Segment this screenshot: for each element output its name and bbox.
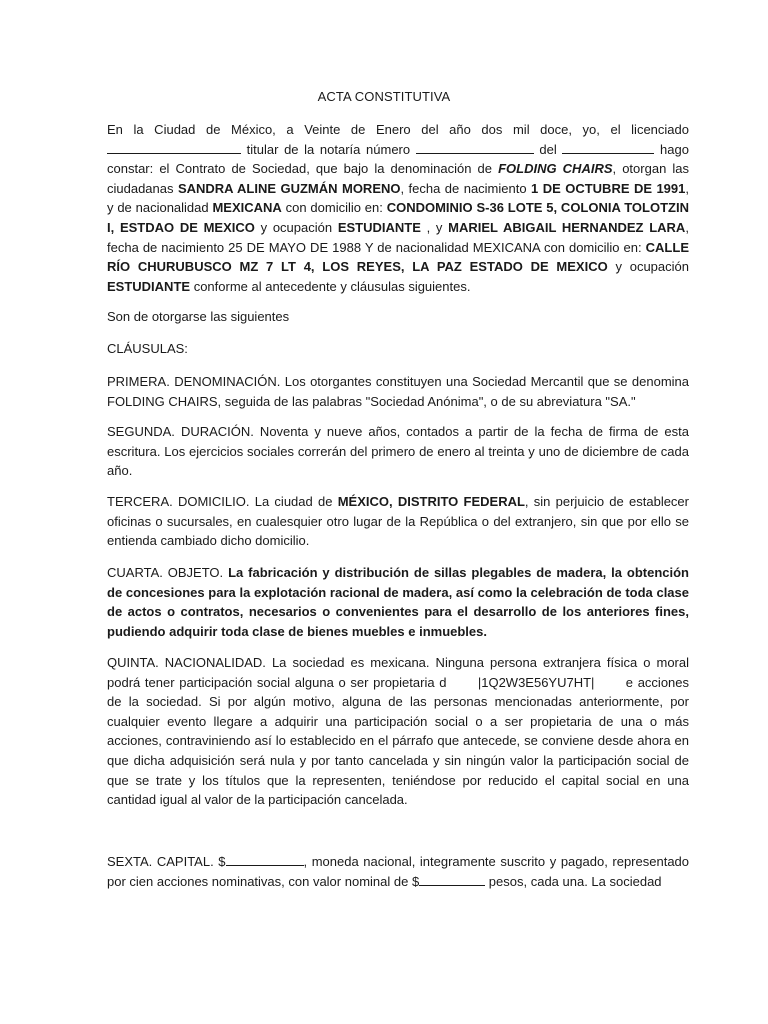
- intro-text-2: titular de la notaría número: [246, 141, 411, 157]
- clause-segunda: SEGUNDA. DURACIÓN. Noventa y nueve años, contados a partir de la fecha de firma de esta escritura. Los ejercicios sociales correrán del primero de enero al treinta y uno de diciembre de cada año.: [107, 424, 689, 479]
- intro-text-3: del: [539, 141, 557, 157]
- person2-address: CALLE RÍO CHURUBUSCO MZ 7 LT 4, LOS REYES, LA PAZ ESTADO DE MEXICO: [107, 239, 689, 275]
- clause-primera: PRIMERA. DENOMINACIÓN. Los otorgantes constituyen una Sociedad Mercantil que se denomina FOLDING CHAIRS, seguida de las palabras "Sociedad Anónima", o de su abreviatura "SA.": [107, 374, 689, 409]
- company-name: FOLDING CHAIRS: [498, 161, 613, 177]
- person1-nationality: MEXICANA: [212, 200, 282, 216]
- document-title: ACTA CONSTITUTIVA: [317, 89, 451, 104]
- person1-dob: 1 DE OCTUBRE DE 1991: [531, 180, 686, 196]
- intro-text-9: y ocupación: [260, 219, 333, 235]
- sexta-text-1: , moneda nacional, integramente suscrito y pagado, representado por cien acciones nominativas, con valor nominal de $: [107, 854, 690, 889]
- intro-text-11: , fecha de nacimiento 25 DE MAYO DE 1988 Y de nacionalidad MEXICANA con domicilio en:: [107, 219, 689, 255]
- sexta-text-2: pesos, cada una. La sociedad: [488, 873, 662, 889]
- intro-text-12: y ocupación: [615, 259, 689, 275]
- cuarta-lead: CUARTA. OBJETO.: [107, 565, 224, 580]
- intro-text-8: con domicilio en:: [285, 200, 383, 216]
- blank-notary-name: [107, 141, 241, 154]
- intro-text-5: , otorgan las ciudadanas: [107, 161, 689, 196]
- person1-name: SANDRA ALINE GUZMÁN MORENO: [177, 180, 401, 196]
- intro-text-13: conforme al antecedente y cláusulas siguientes.: [193, 278, 471, 294]
- quinta-lead: QUINTA. NACIONALIDAD. La sociedad es mexicana. Ninguna persona extranjera física o moral podrá tener participación social alguna o ser propietaria d: [107, 655, 689, 690]
- clausulas-heading: CLÁUSULAS:: [107, 341, 188, 356]
- quinta-rest: e acciones de la sociedad. Si por algún motivo, alguna de las personas mencionadas anteriormente, por cualquier evento llegare a adquirir una participación social o a ser propietaria de una o más acciones, contraviniendo así lo establecido en el párrafo que antecede, se conviene desde ahora en que dicha adquisición será nula y por tanto cancelada y sin ningún valor la participación social de que se trate y los títulos que la representen, teniéndose por reducido el capital social en una cantidad igual al valor de la participación cancelada.: [107, 674, 690, 808]
- otorgarse-line: Son de otorgarse las siguientes: [107, 309, 290, 324]
- person1-address: CONDOMINIO S-36 LOTE 5, COLONIA TOLOTZIN I, ESTDAO DE MEXICO: [107, 200, 689, 235]
- tercera-lead: TERCERA. DOMICILIO. La ciudad de: [107, 494, 333, 509]
- clause-tercera: [107, 492, 689, 551]
- intro-text-6: , fecha de nacimiento: [400, 180, 527, 196]
- sexta-lead: SEXTA. CAPITAL. $: [107, 854, 226, 869]
- intro-text-7: , y de nacionalidad: [107, 180, 690, 216]
- person2-name: MARIEL ABIGAIL HERNANDEZ LARA: [448, 219, 686, 235]
- cuarta-text: La fabricación y distribución de sillas plegables de madera, la obtención de concesiones para la explotación racional de madera, así como la celebración de toda clase de actos o contratos, necesarios o convenientes para el desarrollo de los anteriores fines, pudiendo adquirir toda clase de bienes muebles e inmuebles.: [107, 565, 689, 639]
- blank-location: [562, 141, 654, 154]
- tercera-rest: , sin perjuicio de establecer oficinas o sucursales, en cualesquier otro lugar de la República o del extranjero, sin que por ello se entienda cambiado dicho domicilio.: [107, 494, 689, 549]
- blank-capital-amount: [226, 853, 304, 866]
- person2-occupation: ESTUDIANTE: [107, 278, 191, 294]
- intro-text-10: , y: [426, 219, 443, 235]
- blank-notary-number: [416, 141, 534, 154]
- clause-quinta: [107, 653, 689, 810]
- person1-occupation: ESTUDIANTE: [337, 219, 421, 235]
- quinta-code: |1Q2W3E56YU7HT|: [477, 674, 595, 690]
- intro-text-4: hago constar: el Contrato de Sociedad, que bajo la denominación de: [107, 141, 689, 177]
- clause-cuarta: [107, 563, 689, 641]
- clause-sexta: [107, 852, 689, 891]
- intro-text-1: En la Ciudad de México, a Veinte de Enero del año dos mil doce, yo, el licenciado: [107, 122, 689, 137]
- intro-paragraph: [107, 120, 689, 296]
- tercera-city: MÉXICO, DISTRITO FEDERAL: [337, 494, 525, 509]
- blank-nominal-value: [419, 873, 485, 886]
